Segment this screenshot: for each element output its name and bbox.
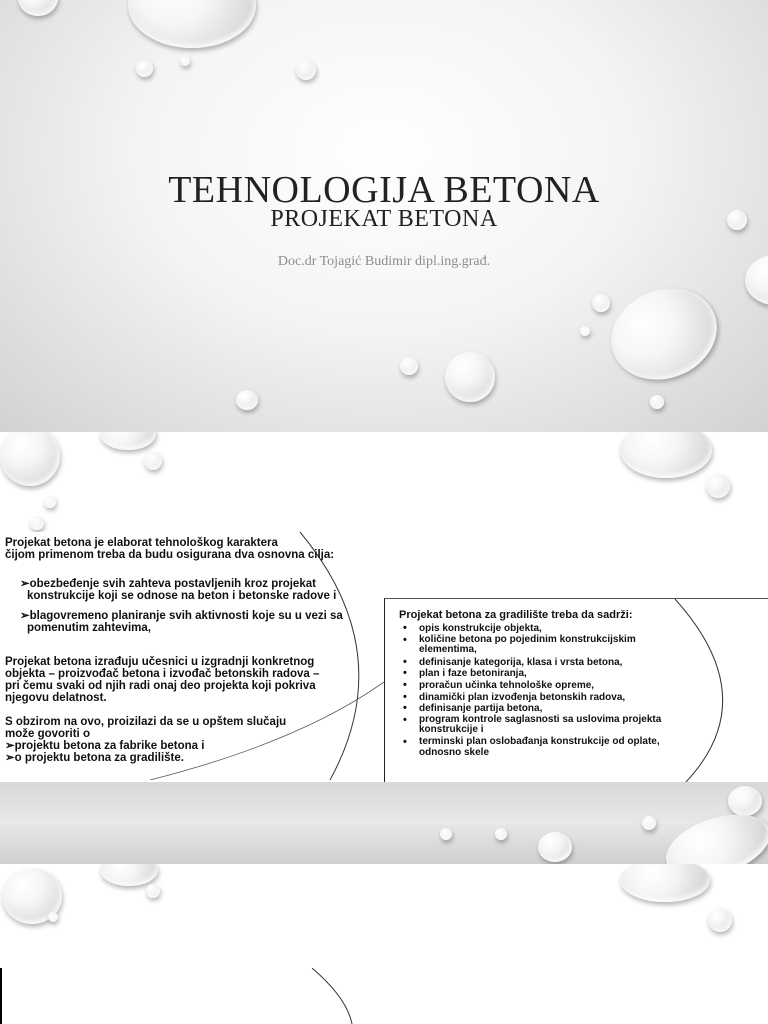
list-item: • definisanje kategorija, klasa i vrsta betona, bbox=[401, 657, 661, 669]
paragraph-line: može govoriti o bbox=[5, 728, 90, 740]
list-item: • terminski plan oslobađanja konstrukcije od oplate, odnosno skele bbox=[401, 737, 661, 759]
content-slide bbox=[0, 432, 768, 782]
water-drop-decoration bbox=[100, 432, 156, 450]
water-drop-decoration bbox=[728, 786, 762, 816]
list-item: • definisanje partija betona, bbox=[401, 703, 661, 715]
water-drop-decoration bbox=[620, 864, 710, 902]
paragraph-line: objekta – proizvođač betona i izvođač betonskih radova – bbox=[5, 668, 320, 680]
paragraph-line: pri čemu svaki od njih radi onaj deo projekta koji pokriva bbox=[5, 680, 316, 692]
next-slide-partial bbox=[0, 864, 768, 1024]
water-drop-decoration bbox=[146, 884, 160, 898]
water-drop-decoration bbox=[18, 0, 58, 16]
project-type-item: ➢projektu betona za fabrike betona i bbox=[5, 740, 205, 752]
water-drop-decoration bbox=[180, 56, 190, 66]
list-item: • količine betona po pojedinim konstrukcijskim elementima, bbox=[401, 635, 661, 657]
paragraph-line: njegovu delatnost. bbox=[5, 692, 107, 704]
water-drop-decoration bbox=[144, 452, 162, 470]
water-drop-decoration bbox=[650, 395, 664, 409]
list-item: • dinamički plan izvođenja betonskih radova, bbox=[401, 692, 661, 704]
water-drop-decoration bbox=[592, 294, 610, 312]
water-drop-decoration bbox=[136, 60, 153, 77]
presentation-subtitle: PROJEKAT BETONA bbox=[270, 206, 498, 232]
list-item: • opis konstrukcije objekta, bbox=[401, 623, 661, 635]
water-drop-decoration bbox=[0, 432, 60, 486]
contents-list bbox=[401, 623, 661, 759]
water-drop-decoration bbox=[642, 816, 656, 830]
water-drop-decoration bbox=[44, 496, 56, 508]
goal-item-cont: pomenutim zahtevima, bbox=[27, 622, 151, 634]
intro-line: Projekat betona je elaborat tehnološkog karaktera bbox=[5, 537, 278, 549]
paragraph-line: Projekat betona izrađuju učesnici u izgradnji konkretnog bbox=[5, 656, 315, 668]
goal-item: ➢obezbeđenje svih zahteva postavljenih kroz projekat bbox=[20, 578, 316, 590]
water-drop-decoration bbox=[495, 828, 507, 840]
water-drop-decoration bbox=[580, 326, 590, 336]
paragraph-line: S obzirom na ovo, proizilazi da se u opštem slučaju bbox=[5, 716, 287, 728]
goal-item: ➢blagovremeno planiranje svih aktivnosti koje su u vezi sa bbox=[20, 610, 343, 622]
contents-intro: Projekat betona za gradilište treba da sadrži: bbox=[399, 609, 633, 621]
slide-separator-band bbox=[0, 782, 768, 864]
water-drop-decoration bbox=[100, 864, 158, 886]
water-drop-decoration bbox=[296, 60, 316, 80]
objectives-panel bbox=[0, 532, 384, 780]
water-drop-decoration bbox=[708, 908, 732, 932]
title-slide bbox=[0, 0, 768, 432]
water-drop-decoration bbox=[236, 390, 258, 410]
goal-item-cont: konstrukcije koji se odnose na beton i betonske radove i bbox=[27, 590, 337, 602]
water-drop-decoration bbox=[706, 474, 730, 498]
author-line: Doc.dr Tojagić Budimir dipl.ing.građ. bbox=[277, 254, 491, 269]
site-project-contents-panel bbox=[384, 598, 768, 782]
water-drop-decoration bbox=[48, 912, 58, 922]
intro-line: čijom primenom treba da budu osigurana dva osnovna cilja: bbox=[5, 549, 335, 561]
project-type-item: ➢o projektu betona za gradilište. bbox=[5, 752, 184, 764]
presentation-title: TEHNOLOGIJA BETONA bbox=[168, 169, 600, 211]
decorative-curve bbox=[2, 968, 386, 1024]
embedded-image-stub bbox=[0, 968, 386, 1024]
water-drop-decoration bbox=[445, 352, 495, 402]
water-drop-decoration bbox=[400, 357, 418, 375]
water-drop-decoration bbox=[30, 516, 44, 530]
water-drop-decoration bbox=[597, 273, 730, 395]
water-drop-decoration bbox=[538, 832, 572, 862]
water-drop-decoration bbox=[440, 828, 452, 840]
list-item: • plan i faze betoniranja, bbox=[401, 668, 661, 680]
list-item: • program kontrole saglasnosti sa uslovima projekta konstrukcije i bbox=[401, 715, 661, 737]
water-drop-decoration bbox=[128, 0, 256, 48]
list-item: • proračun učinka tehnološke opreme, bbox=[401, 680, 661, 692]
water-drop-decoration bbox=[620, 432, 712, 478]
